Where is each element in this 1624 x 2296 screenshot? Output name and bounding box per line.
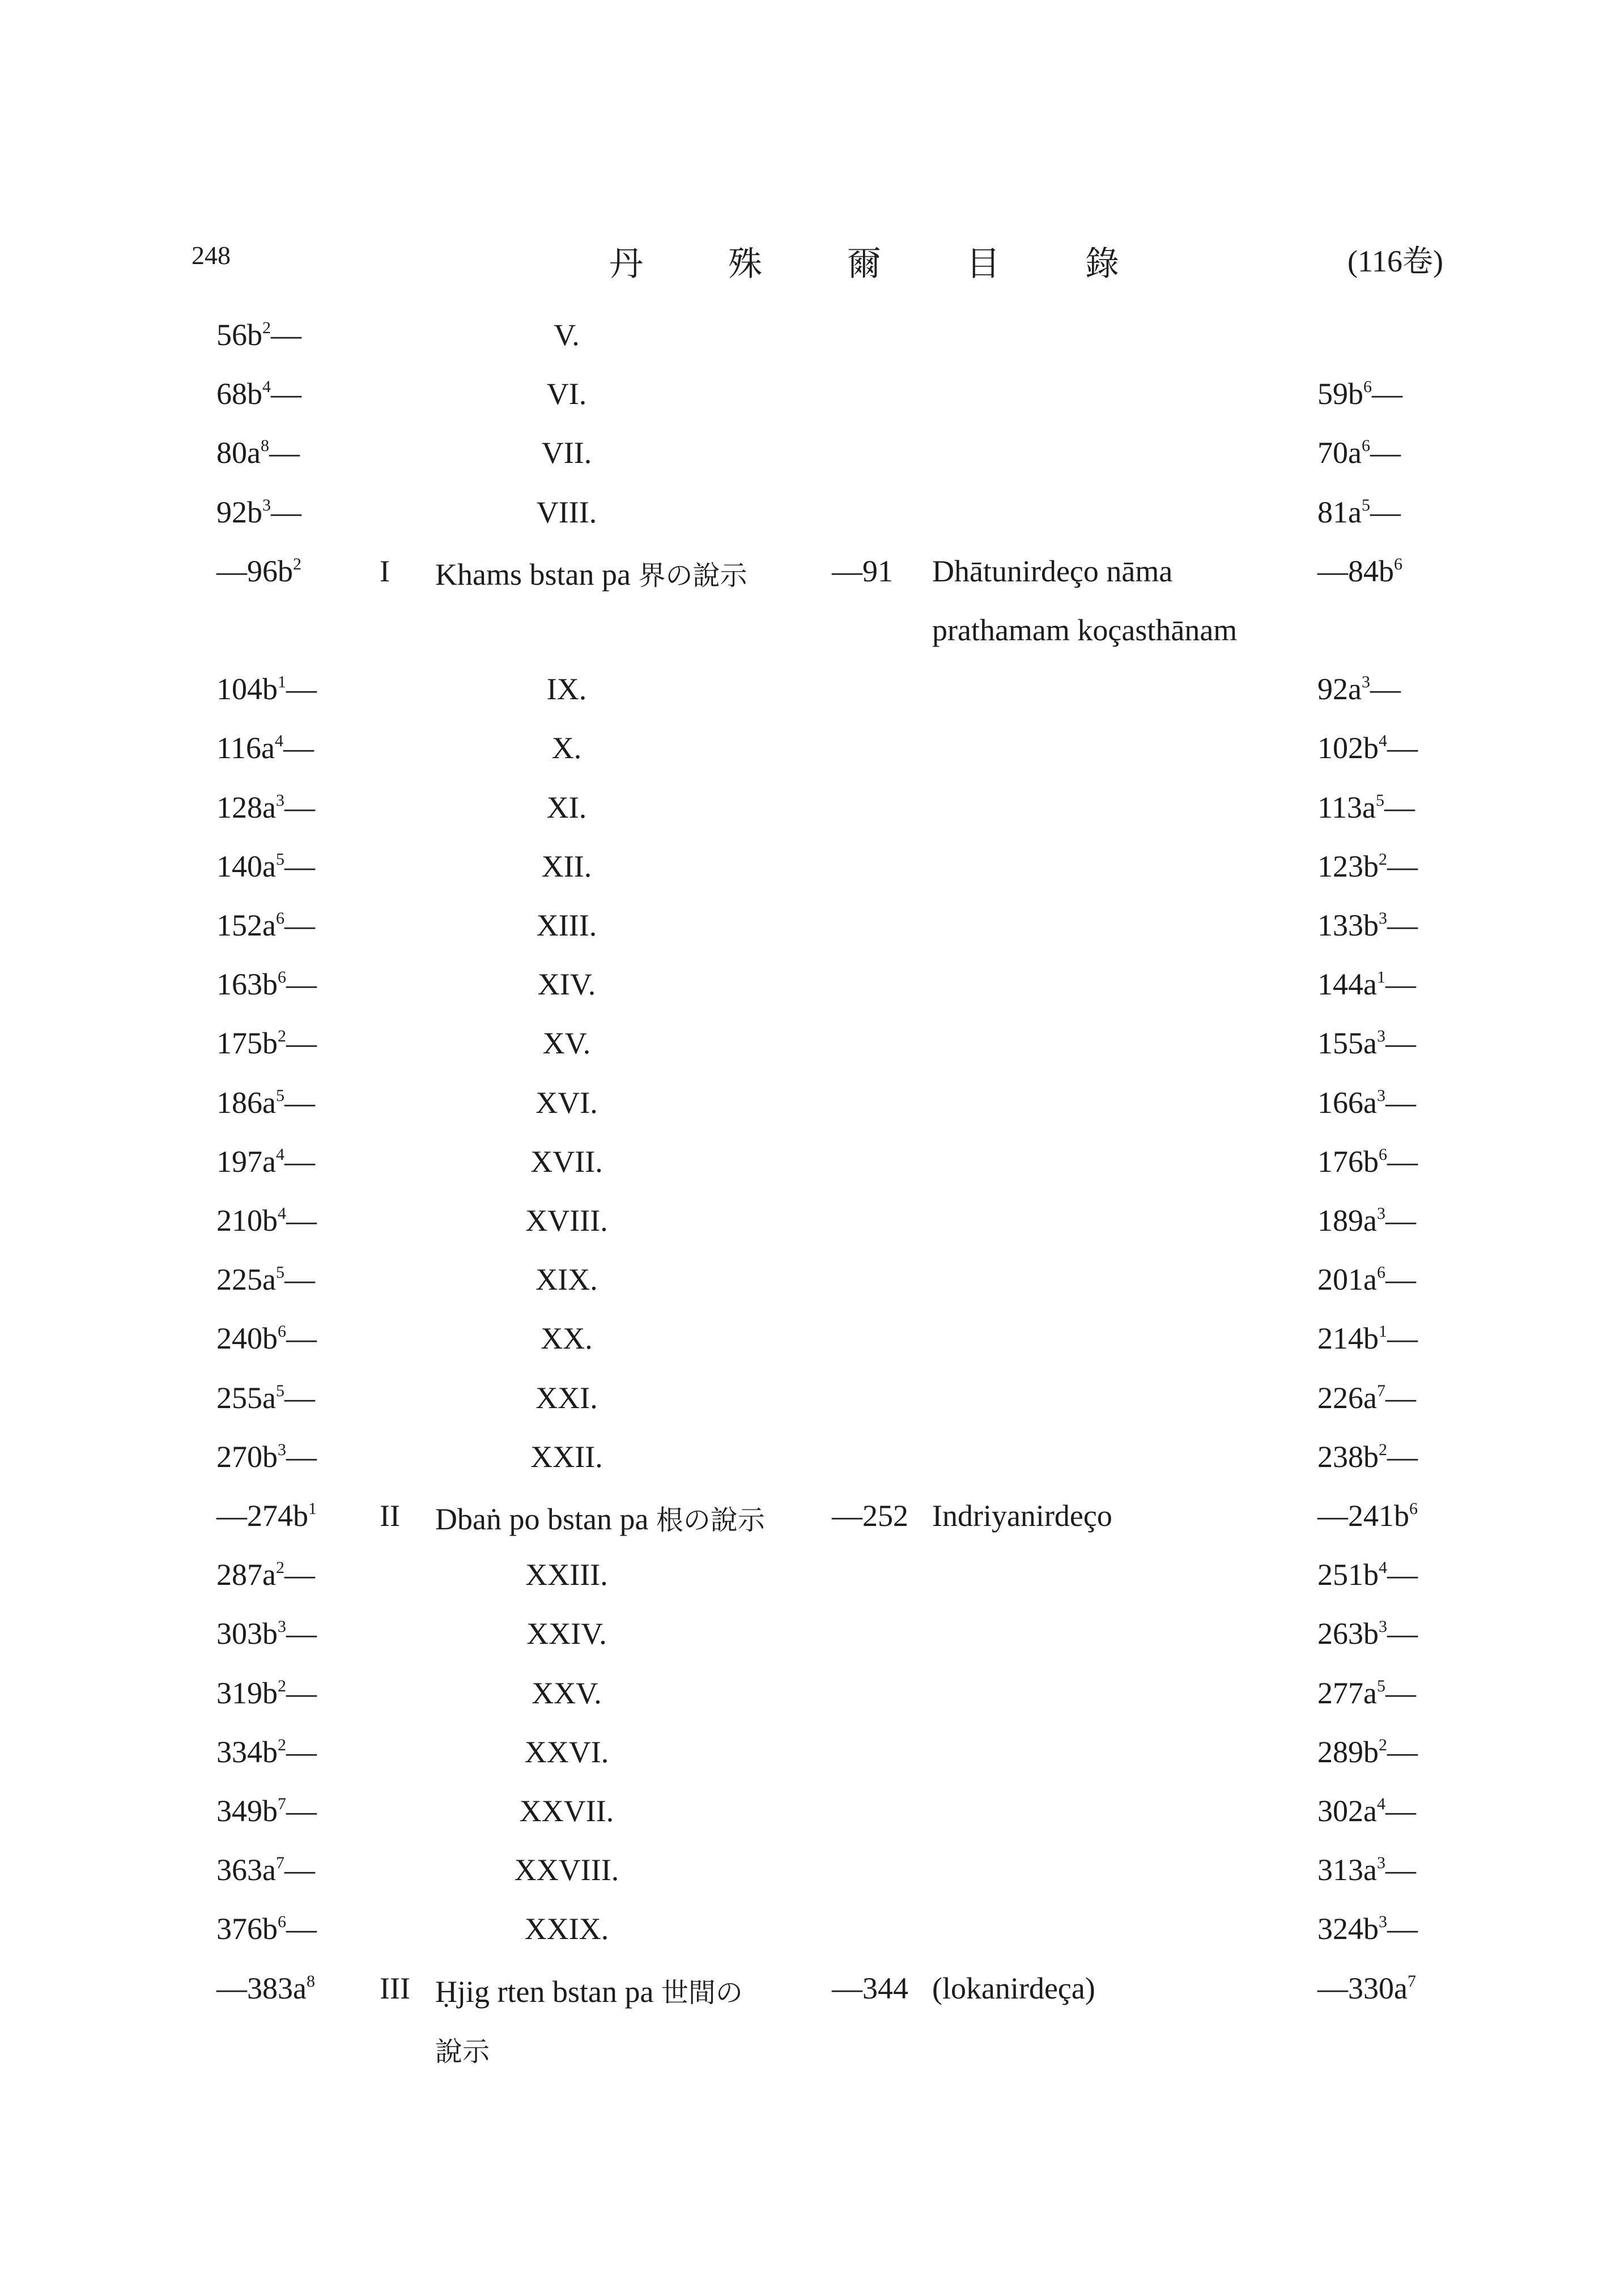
derge-folio [216, 1262, 315, 1297]
derge-folio-line: 3 [275, 790, 284, 810]
derge-folio-dash: — [284, 790, 315, 824]
derge-folio [216, 790, 315, 825]
chapter-number-text: XII. [541, 849, 592, 883]
derge-folio-folio: 334b [216, 1734, 278, 1769]
section-number: III [380, 1971, 410, 2005]
chapter-number-text: VIII. [536, 495, 597, 529]
peking-folio-folio: 214b [1317, 1321, 1379, 1356]
derge-folio-line: 2 [275, 1558, 284, 1578]
peking-folio-line: 3 [1376, 1204, 1385, 1223]
peking-folio-line: 6 [1363, 377, 1372, 397]
derge-folio-dash: — [286, 1676, 317, 1710]
derge-folio-folio: —383a [216, 1971, 307, 2005]
derge-folio-dash: — [283, 731, 314, 766]
derge-folio [216, 495, 301, 530]
derge-folio [216, 908, 315, 943]
derge-folio-dash: — [286, 1439, 317, 1474]
section-number: II [380, 1499, 400, 1533]
peking-folio-dash: — [1372, 377, 1402, 411]
peking-folio-line: 2 [1379, 1440, 1387, 1459]
peking-folio-line: 3 [1379, 1617, 1387, 1636]
derge-folio-dash: — [284, 1853, 315, 1887]
table-row [0, 1616, 1624, 1661]
peking-folio-folio: 144a [1317, 967, 1377, 1002]
title-char: 爾 [847, 245, 881, 283]
peking-folio [1317, 1085, 1416, 1120]
table-row [0, 790, 1624, 835]
peking-folio-dash: — [1387, 908, 1418, 942]
section-number: I [380, 554, 390, 588]
peking-folio-dash: — [1387, 1617, 1418, 1651]
peking-folio-line: 7 [1376, 1381, 1385, 1400]
derge-folio-line: 2 [293, 554, 301, 573]
japanese-title: 根の說示 [656, 1504, 765, 1536]
derge-folio-folio: 163b [216, 967, 278, 1002]
derge-folio-dash: — [284, 1144, 315, 1179]
table-row [0, 317, 1624, 363]
derge-folio [216, 1971, 315, 2006]
derge-folio [216, 376, 301, 411]
derge-folio-line: 2 [278, 1735, 286, 1754]
derge-folio [216, 1793, 317, 1829]
peking-folio [1317, 1144, 1418, 1179]
table-row [0, 1911, 1624, 1957]
derge-folio-line: 4 [275, 1145, 284, 1164]
peking-folio-line: 4 [1379, 1558, 1387, 1578]
derge-folio-folio: 197a [216, 1144, 276, 1179]
peking-folio [1317, 1971, 1416, 2006]
peking-folio-line: 1 [1376, 968, 1385, 987]
table-row [0, 1793, 1624, 1839]
derge-folio-folio: 116a [216, 731, 275, 766]
chapter-number-text: XIX. [535, 1262, 598, 1297]
table-row [0, 849, 1624, 894]
peking-folio-folio: 92a [1317, 672, 1362, 707]
table-row [0, 495, 1624, 540]
chapter-number-text: X. [551, 731, 582, 766]
table-row [0, 1380, 1624, 1426]
derge-folio-dash: — [284, 1380, 315, 1415]
peking-folio [1317, 1026, 1416, 1061]
derge-folio [216, 1616, 317, 1651]
peking-folio-folio: 81a [1317, 495, 1362, 529]
table-row [0, 376, 1624, 422]
derge-folio-dash: — [286, 1617, 317, 1651]
derge-folio-dash: — [286, 967, 317, 1002]
peking-folio-line: 2 [1379, 849, 1387, 869]
derge-folio [216, 1380, 315, 1415]
peking-folio-line: 6 [1361, 436, 1370, 456]
peking-folio-folio: 59b [1317, 377, 1363, 411]
volume-label: (116卷) [1347, 244, 1443, 278]
derge-folio-folio: 80a [216, 436, 261, 470]
derge-folio-dash: — [271, 377, 301, 411]
table-row [0, 613, 1624, 658]
derge-folio-line: 3 [278, 1440, 286, 1459]
derge-folio-folio: 128a [216, 790, 276, 824]
peking-folio-folio: 155a [1317, 1026, 1377, 1061]
peking-folio [1317, 1793, 1416, 1829]
derge-folio-line: 8 [306, 1971, 315, 1991]
derge-folio-dash: — [284, 849, 315, 883]
derge-folio [216, 435, 300, 470]
peking-folio [1317, 554, 1402, 589]
peking-folio-line: 5 [1376, 1676, 1385, 1695]
derge-folio-folio: 303b [216, 1617, 278, 1651]
peking-folio-folio: 226a [1317, 1380, 1377, 1415]
chapter-number-text: VI. [546, 377, 587, 411]
derge-folio-line: 3 [278, 1617, 286, 1636]
table-row [0, 967, 1624, 1012]
table-row [0, 1085, 1624, 1130]
derge-folio [216, 554, 301, 589]
derge-folio-folio: 104b [216, 672, 278, 707]
peking-folio-folio: 251b [1317, 1558, 1379, 1592]
chapter-number-text: XXVII. [519, 1794, 614, 1828]
peking-folio-line: 7 [1407, 1971, 1416, 1991]
table-row [0, 671, 1624, 717]
peking-folio-dash: — [1385, 1085, 1416, 1120]
peking-folio [1317, 790, 1415, 825]
derge-folio-folio: 92b [216, 495, 262, 529]
title-char: 殊 [728, 245, 762, 283]
peking-folio-folio: —84b [1317, 554, 1394, 588]
derge-folio [216, 1203, 317, 1238]
derge-folio [216, 1085, 315, 1120]
derge-folio-folio: —96b [216, 554, 293, 588]
derge-folio-folio: 270b [216, 1439, 278, 1474]
peking-folio-dash: — [1387, 1439, 1418, 1474]
page-number: 248 [192, 241, 231, 270]
chapter-number-text: XXIX. [524, 1912, 609, 1946]
derge-folio-folio: 56b [216, 318, 262, 352]
derge-folio-line: 2 [278, 1676, 286, 1695]
peking-folio-dash: — [1387, 1144, 1418, 1179]
derge-folio-line: 2 [262, 318, 271, 337]
peking-folio-folio: 263b [1317, 1617, 1379, 1651]
derge-folio-dash: — [286, 1912, 317, 1946]
peking-folio-dash: — [1385, 1794, 1416, 1828]
peking-folio [1317, 1852, 1416, 1887]
table-row [0, 2030, 1624, 2075]
derge-folio-folio: 186a [216, 1085, 276, 1120]
derge-folio-line: 5 [275, 1381, 284, 1400]
derge-folio [216, 1911, 317, 1946]
peking-folio-folio: 123b [1317, 849, 1379, 883]
derge-folio-dash: — [286, 1026, 317, 1061]
title-char: 錄 [1085, 245, 1119, 283]
peking-folio-line: 2 [1379, 1735, 1387, 1754]
chapter-number-text: XXVI. [524, 1734, 609, 1769]
chapter-number-text: XIV. [537, 967, 596, 1002]
peking-folio-line: 6 [1379, 1145, 1387, 1164]
derge-folio-dash: — [269, 436, 300, 470]
derge-folio-dash: — [286, 1204, 317, 1238]
sanskrit-title: (lokanirdeça) [932, 1971, 1095, 2005]
peking-folio [1317, 1321, 1418, 1356]
peking-folio [1317, 1911, 1418, 1946]
peking-folio-dash: — [1384, 790, 1415, 824]
sanskrit-title-continued: prathamam koçasthānam [932, 613, 1238, 647]
peking-folio [1317, 1439, 1418, 1474]
tibetan-title-text: Ḥjig rten bstan pa [435, 1974, 661, 2009]
derge-folio-dash: — [286, 1734, 317, 1769]
sanskrit-title: Indriyanirdeço [932, 1499, 1112, 1533]
peking-folio-folio: —330a [1317, 1971, 1408, 2005]
peking-folio-dash: — [1370, 495, 1401, 529]
derge-folio-folio: 376b [216, 1912, 278, 1946]
peking-folio-folio: —241b [1317, 1499, 1409, 1533]
peking-folio [1317, 1557, 1418, 1592]
table-row [0, 1203, 1624, 1248]
derge-folio-folio: 140a [216, 849, 276, 883]
chapter-number-text: XXV. [532, 1676, 602, 1710]
derge-folio-line: 1 [308, 1499, 317, 1518]
peking-folio-dash: — [1385, 967, 1416, 1002]
peking-folio [1317, 1616, 1418, 1651]
derge-folio-line: 2 [278, 1027, 286, 1046]
chapter-number-text: XX. [541, 1321, 593, 1356]
peking-folio [1317, 1380, 1416, 1415]
derge-folio-dash: — [284, 1262, 315, 1297]
derge-folio [216, 1026, 317, 1061]
peking-folio-dash: — [1387, 1734, 1418, 1769]
peking-folio-dash: — [1385, 1204, 1416, 1238]
japanese-title-continued: 說示 [435, 2035, 490, 2068]
derge-folio-folio: 349b [216, 1794, 278, 1828]
tibetan-title [435, 1971, 743, 2010]
peking-folio-folio: 102b [1317, 731, 1379, 766]
table-row [0, 908, 1624, 953]
chapter-number-text: XVII. [530, 1144, 603, 1179]
derge-folio-line: 7 [275, 1853, 284, 1873]
derge-folio-dash: — [284, 908, 315, 942]
peking-folio-folio: 133b [1317, 908, 1379, 942]
derge-folio-line: 3 [262, 495, 271, 515]
derge-folio-dash: — [286, 672, 317, 707]
derge-folio-line: 8 [260, 436, 269, 456]
page-title [609, 237, 1204, 286]
peking-folio [1317, 1203, 1416, 1238]
tibetan-title [435, 554, 747, 593]
derge-folio-folio: 255a [216, 1380, 276, 1415]
derge-folio [216, 967, 317, 1002]
page-header [0, 237, 1624, 282]
table-row [0, 1498, 1624, 1544]
peking-folio [1317, 671, 1401, 707]
table-row [0, 1971, 1624, 2016]
peking-folio-folio: 70a [1317, 436, 1362, 470]
chapter-number-text: VII. [541, 436, 592, 470]
peking-folio-dash: — [1387, 849, 1418, 883]
japanese-title: 界の說示 [638, 559, 747, 592]
derge-folio-line: 4 [278, 1204, 286, 1223]
table-row [0, 1439, 1624, 1485]
peking-folio-dash: — [1387, 731, 1418, 766]
peking-folio-dash: — [1387, 1321, 1418, 1356]
tibetan-title-text: Dbaṅ po bstan pa [435, 1502, 656, 1536]
table-row [0, 1852, 1624, 1898]
derge-folio-folio: —274b [216, 1499, 308, 1533]
peking-folio-line: 6 [1376, 1263, 1385, 1282]
chapter-number-text: XXIII. [525, 1558, 608, 1592]
table-row [0, 1557, 1624, 1602]
peking-folio-folio: 189a [1317, 1204, 1377, 1238]
tohoku-number: —91 [832, 554, 893, 588]
derge-folio-line: 6 [278, 1912, 286, 1932]
peking-folio-line: 6 [1409, 1499, 1418, 1518]
derge-folio-folio: 363a [216, 1853, 276, 1887]
chapter-number-text: XXII. [530, 1439, 603, 1474]
chapter-number-text: XXVIII. [514, 1853, 619, 1887]
derge-folio-folio: 319b [216, 1676, 278, 1710]
peking-folio-dash: — [1370, 672, 1401, 707]
derge-folio-folio: 210b [216, 1204, 278, 1238]
derge-folio-folio: 240b [216, 1321, 278, 1356]
derge-folio [216, 1144, 315, 1179]
derge-folio-dash: — [286, 1321, 317, 1356]
derge-folio [216, 317, 301, 352]
derge-folio [216, 730, 314, 766]
peking-folio-line: 3 [1376, 1027, 1385, 1046]
peking-folio [1317, 1262, 1416, 1297]
peking-folio [1317, 1734, 1418, 1770]
derge-folio [216, 671, 317, 707]
derge-folio-dash: — [271, 495, 301, 529]
peking-folio-line: 4 [1379, 732, 1387, 751]
peking-folio-line: 3 [1379, 1912, 1387, 1932]
derge-folio-line: 7 [278, 1795, 286, 1813]
chapter-number-text: XXI. [535, 1380, 598, 1415]
derge-folio-line: 4 [262, 377, 271, 397]
derge-folio [216, 1557, 315, 1592]
peking-folio [1317, 435, 1401, 470]
derge-folio-dash: — [284, 1085, 315, 1120]
peking-folio [1317, 908, 1418, 943]
chapter-number-text: XXIV. [526, 1617, 607, 1651]
peking-folio [1317, 1498, 1418, 1533]
derge-folio [216, 849, 315, 884]
chapter-number-text: XI. [546, 790, 587, 824]
table-row [0, 554, 1624, 599]
peking-folio [1317, 730, 1418, 766]
peking-folio-line: 3 [1361, 673, 1370, 692]
derge-folio-line: 6 [278, 968, 286, 987]
chapter-number-text: V. [554, 318, 580, 352]
chapter-number-text: IX. [546, 672, 587, 707]
peking-folio [1317, 849, 1418, 884]
table-row [0, 1026, 1624, 1071]
peking-folio [1317, 495, 1401, 530]
peking-folio-dash: — [1387, 1912, 1418, 1946]
tibetan-title-text: Khams bstan pa [435, 557, 639, 592]
peking-folio-folio: 277a [1317, 1676, 1377, 1710]
derge-folio-line: 5 [275, 1263, 284, 1282]
peking-folio-line: 3 [1376, 1853, 1385, 1873]
chapter-number-text: XV. [542, 1026, 591, 1061]
chapter-number-text: XVI. [535, 1085, 598, 1120]
peking-folio-folio: 238b [1317, 1439, 1379, 1474]
derge-folio-folio: 225a [216, 1262, 276, 1297]
peking-folio-folio: 166a [1317, 1085, 1377, 1120]
peking-folio-line: 1 [1379, 1322, 1387, 1341]
peking-folio [1317, 967, 1416, 1002]
derge-folio-line: 4 [274, 732, 283, 751]
table-row [0, 1262, 1624, 1307]
title-char: 丹 [609, 245, 643, 283]
chapter-number-text: XIII. [536, 908, 597, 942]
chapter-number-text: XVIII. [525, 1204, 608, 1238]
derge-folio-line: 6 [278, 1322, 286, 1341]
peking-folio-line: 3 [1376, 1086, 1385, 1105]
derge-folio-line: 5 [275, 849, 284, 869]
peking-folio [1317, 1676, 1416, 1711]
peking-folio-dash: — [1370, 436, 1401, 470]
derge-folio-dash: — [271, 318, 301, 352]
peking-folio-dash: — [1387, 1558, 1418, 1592]
derge-folio [216, 1321, 317, 1356]
tohoku-number: —252 [832, 1499, 908, 1533]
table-row [0, 435, 1624, 481]
peking-folio-folio: 113a [1317, 790, 1376, 824]
table-row [0, 1321, 1624, 1366]
peking-folio-dash: — [1385, 1380, 1416, 1415]
derge-folio [216, 1734, 317, 1770]
peking-folio-dash: — [1385, 1262, 1416, 1297]
derge-folio [216, 1852, 315, 1887]
tibetan-title [435, 1498, 765, 1537]
tohoku-number: —344 [832, 1971, 908, 2005]
table-row [0, 730, 1624, 776]
derge-folio-folio: 287a [216, 1558, 276, 1592]
table-row [0, 1676, 1624, 1721]
derge-folio-folio: 152a [216, 908, 276, 942]
peking-folio-folio: 324b [1317, 1912, 1379, 1946]
derge-folio [216, 1498, 317, 1533]
peking-folio-line: 6 [1394, 554, 1402, 573]
peking-folio-line: 5 [1375, 790, 1384, 810]
derge-folio [216, 1439, 317, 1474]
derge-folio-folio: 68b [216, 377, 262, 411]
peking-folio-folio: 201a [1317, 1262, 1377, 1297]
peking-folio-dash: — [1385, 1853, 1416, 1887]
peking-folio-folio: 289b [1317, 1734, 1379, 1769]
peking-folio-dash: — [1385, 1676, 1416, 1710]
sanskrit-title: Dhātunirdeço nāma [932, 554, 1173, 588]
peking-folio-folio: 313a [1317, 1853, 1377, 1887]
japanese-title: 世間の [661, 1976, 743, 2009]
peking-folio-line: 4 [1376, 1795, 1385, 1813]
peking-folio-dash: — [1385, 1026, 1416, 1061]
peking-folio-folio: 302a [1317, 1794, 1377, 1828]
peking-folio-line: 5 [1361, 495, 1370, 515]
derge-folio-folio: 175b [216, 1026, 278, 1061]
table-row [0, 1734, 1624, 1780]
derge-folio-line: 5 [275, 1086, 284, 1105]
peking-folio [1317, 376, 1402, 411]
peking-folio-folio: 176b [1317, 1144, 1379, 1179]
derge-folio-dash: — [286, 1794, 317, 1828]
derge-folio-line: 1 [278, 673, 286, 692]
derge-folio [216, 1676, 317, 1711]
table-row [0, 1144, 1624, 1189]
derge-folio-dash: — [284, 1558, 315, 1592]
peking-folio-line: 3 [1379, 909, 1387, 928]
title-char: 目 [966, 245, 1000, 283]
derge-folio-line: 6 [275, 909, 284, 928]
